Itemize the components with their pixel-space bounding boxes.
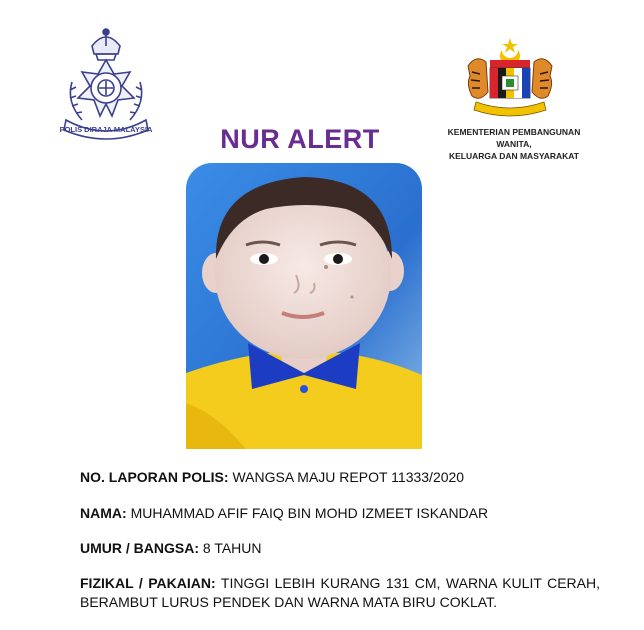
name-label: NAMA	[80, 505, 122, 521]
ministry-name	[430, 126, 598, 162]
ministry-name-line2: KELUARGA DAN MASYARAKAT	[448, 151, 580, 161]
age-row: UMUR / BANGSA: 8 TAHUN	[80, 540, 262, 556]
police-ring-text: POLIS DIRAJA MALAYSIA	[59, 125, 153, 134]
physical-description-row: FIZIKAL / PAKAIAN: TINGGI LEBIH KURANG 131 CM, WARNA KULIT CERAH, BERAMBUT LURUS PENDEK DAN WARNA MATA BIRU COKLAT.	[80, 575, 601, 610]
coat-of-arms-logo	[462, 36, 558, 122]
physical-label: FIZIKAL / PAKAIAN	[80, 575, 211, 591]
report-number-value: WANGSA MAJU REPOT 11333/2020	[232, 469, 465, 485]
alert-title: NUR ALERT	[220, 124, 380, 154]
report-number-label: NO. LAPORAN POLIS	[80, 469, 224, 485]
age-value: 8 TAHUN	[202, 540, 262, 556]
missing-child-photo	[186, 163, 422, 449]
name-row: NAMA: MUHAMMAD AFIF FAIQ BIN MOHD IZMEET ISKANDAR	[80, 505, 489, 521]
report-number-row: NO. LAPORAN POLIS: WANGSA MAJU REPOT 11333/2020	[80, 469, 465, 485]
ministry-name-line1: KEMENTERIAN PEMBANGUNAN WANITA,	[447, 127, 581, 149]
physical-value: TINGGI LEBIH KURANG 131 CM, WARNA KULIT CERAH, BERAMBUT LURUS PENDEK DAN WARNA MATA BIRU COKLAT.	[80, 575, 601, 610]
age-label: UMUR / BANGSA	[80, 540, 195, 556]
name-value: MUHAMMAD AFIF FAIQ BIN MOHD IZMEET ISKANDAR	[130, 505, 489, 521]
police-emblem-logo	[56, 24, 156, 142]
